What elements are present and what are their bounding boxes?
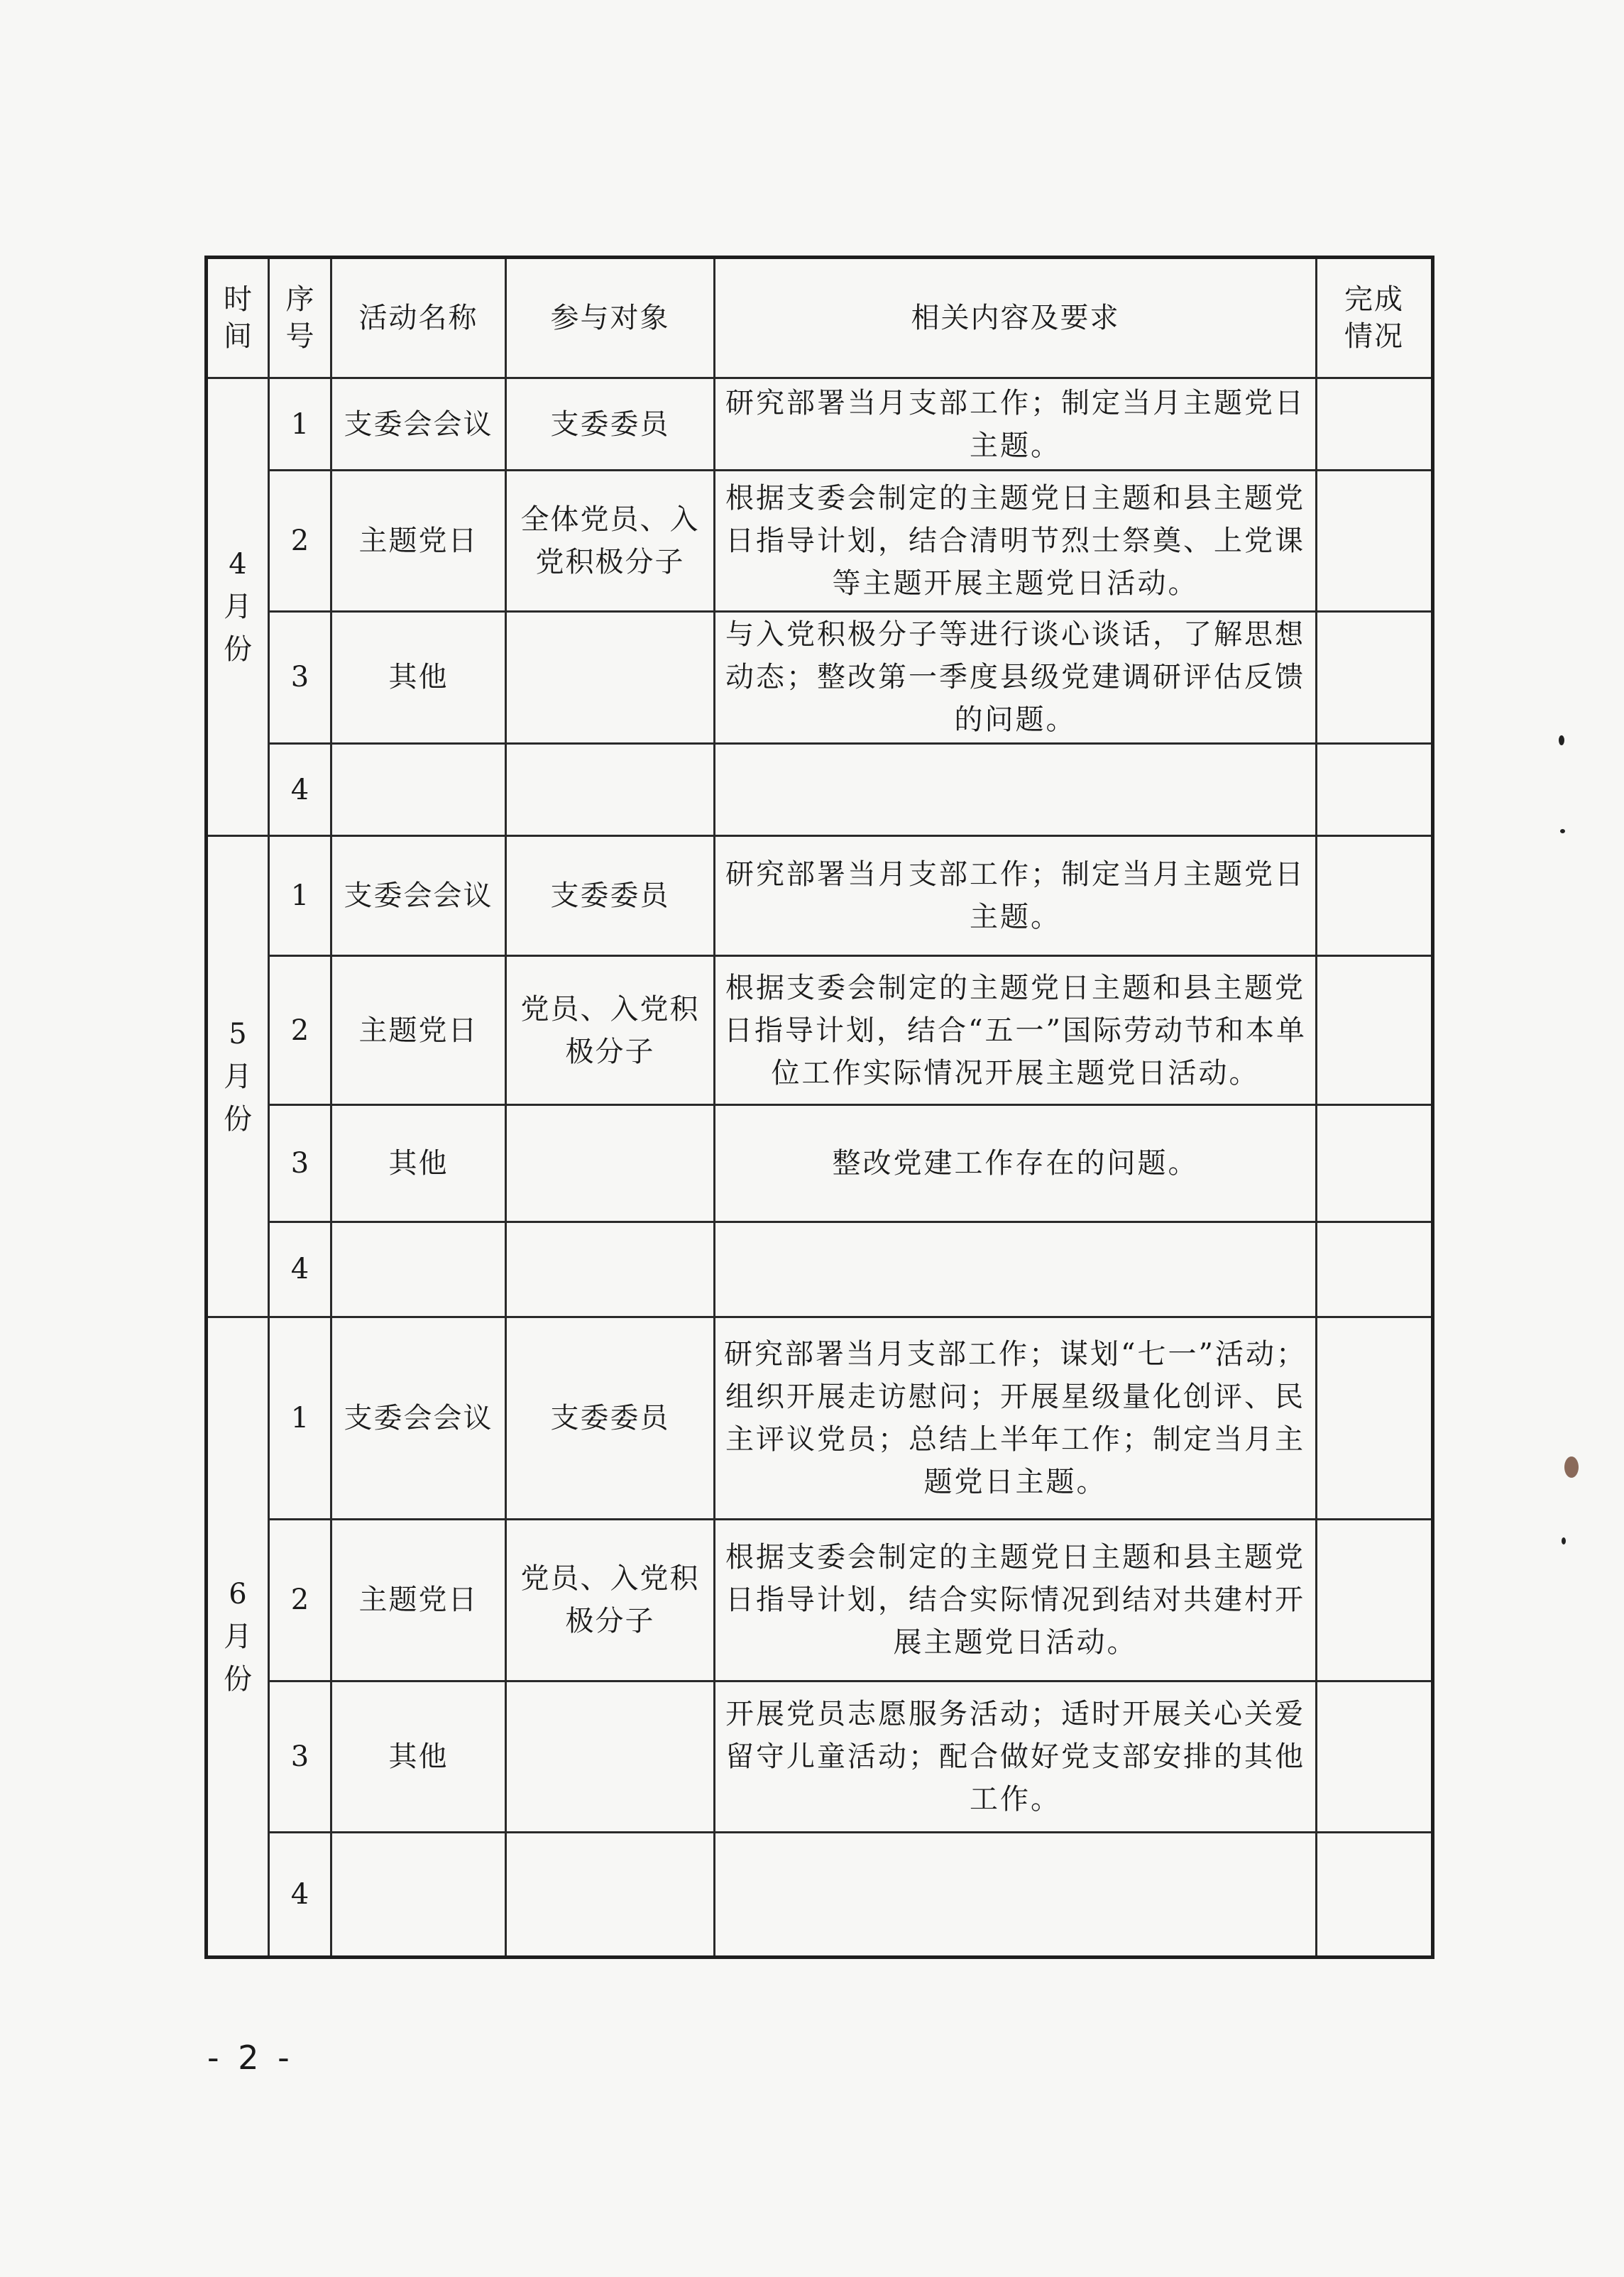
page-number: - 2 - [207,2039,294,2077]
activity-cell: 其他 [331,1681,506,1832]
participants-cell: 支委委员 [506,1317,715,1519]
activity-cell: 支委会会议 [331,836,506,955]
activity-cell: 主题党日 [331,471,506,611]
table-body [207,378,1433,1958]
status-cell [1317,611,1433,743]
header-seq-label: 序号 [285,283,316,353]
participants-cell: 支委委员 [506,836,715,955]
header-activity: 活动名称 [331,258,506,378]
table-row [207,1222,1433,1317]
scan-speck [1562,1537,1566,1544]
participants-cell: 党员、入党积极分子 [506,1519,715,1681]
content-cell: 开展党员志愿服务活动；适时开展关心关爱留守儿童活动；配合做好党支部安排的其他工作。 [715,1681,1317,1832]
activity-cell: 支委会会议 [331,378,506,471]
table-row [207,836,1433,955]
status-cell [1317,1222,1433,1317]
participants-cell [506,744,715,836]
activity-cell: 其他 [331,611,506,743]
scan-speck [1559,735,1564,745]
seq-cell: 4 [269,1832,331,1958]
header-time [207,258,269,378]
month-label: 6月份 [224,1577,252,1696]
scan-speck [1560,829,1565,833]
status-cell [1317,1317,1433,1519]
status-cell [1317,744,1433,836]
status-cell [1317,1519,1433,1681]
header-content: 相关内容及要求 [715,258,1317,378]
table-row [207,471,1433,611]
seq-cell: 2 [269,1519,331,1681]
seq-cell: 4 [269,744,331,836]
seq-cell: 2 [269,955,331,1104]
content-cell: 根据支委会制定的主题党日主题和县主题党日指导计划，结合“五一”国际劳动节和本单位工作实际情况开展主题党日活动。 [715,955,1317,1104]
table-row [207,1681,1433,1832]
activity-cell: 其他 [331,1105,506,1222]
seq-cell: 3 [269,611,331,743]
content-cell [715,1222,1317,1317]
participants-cell: 党员、入党积极分子 [506,955,715,1104]
header-status-label: 完成情况 [1344,283,1404,353]
month-label: 4月份 [224,548,252,666]
month-cell [207,378,269,836]
month-cell [207,836,269,1317]
header-row [207,258,1433,378]
participants-cell [506,1832,715,1958]
activity-cell [331,744,506,836]
content-cell [715,744,1317,836]
participants-cell: 支委委员 [506,378,715,471]
content-cell: 整改党建工作存在的问题。 [715,1105,1317,1222]
participants-cell: 全体党员、入党积极分子 [506,471,715,611]
status-cell [1317,1832,1433,1958]
activity-cell: 主题党日 [331,955,506,1104]
seq-cell: 1 [269,1317,331,1519]
table-row [207,744,1433,836]
activity-cell: 支委会会议 [331,1317,506,1519]
content-cell: 根据支委会制定的主题党日主题和县主题党日指导计划，结合实际情况到结对共建村开展主题党日活动。 [715,1519,1317,1681]
seq-cell: 1 [269,836,331,955]
content-cell: 研究部署当月支部工作；制定当月主题党日主题。 [715,378,1317,471]
seq-cell: 2 [269,471,331,611]
activity-cell [331,1222,506,1317]
scan-speck [1564,1456,1579,1478]
status-cell [1317,471,1433,611]
participants-cell [506,1681,715,1832]
status-cell [1317,1681,1433,1832]
table-row [207,378,1433,471]
content-cell: 研究部署当月支部工作；制定当月主题党日主题。 [715,836,1317,955]
table-row [207,1105,1433,1222]
content-cell [715,1832,1317,1958]
activity-cell [331,1832,506,1958]
seq-cell: 3 [269,1105,331,1222]
status-cell [1317,836,1433,955]
participants-cell [506,1222,715,1317]
status-cell [1317,955,1433,1104]
table-row [207,611,1433,743]
seq-cell: 3 [269,1681,331,1832]
month-label: 5月份 [224,1017,252,1136]
content-cell: 与入党积极分子等进行谈心谈话，了解思想动态；整改第一季度县级党建调研评估反馈的问题。 [715,611,1317,743]
status-cell [1317,378,1433,471]
content-cell: 研究部署当月支部工作；谋划“七一”活动；组织开展走访慰问；开展星级量化创评、民主评议党员；总结上半年工作；制定当月主题党日主题。 [715,1317,1317,1519]
table-row [207,1832,1433,1958]
activity-cell: 主题党日 [331,1519,506,1681]
header-seq [269,258,331,378]
header-status [1317,258,1433,378]
participants-cell [506,1105,715,1222]
month-cell [207,1317,269,1957]
content-cell: 根据支委会制定的主题党日主题和县主题党日指导计划，结合清明节烈士祭奠、上党课等主题开展主题党日活动。 [715,471,1317,611]
participants-cell [506,611,715,743]
activity-plan-table [204,256,1434,1959]
seq-cell: 1 [269,378,331,471]
table-row [207,1519,1433,1681]
seq-cell: 4 [269,1222,331,1317]
table-row [207,1317,1433,1519]
header-participants: 参与对象 [506,258,715,378]
table-row [207,955,1433,1104]
header-time-label: 时间 [224,283,253,353]
status-cell [1317,1105,1433,1222]
